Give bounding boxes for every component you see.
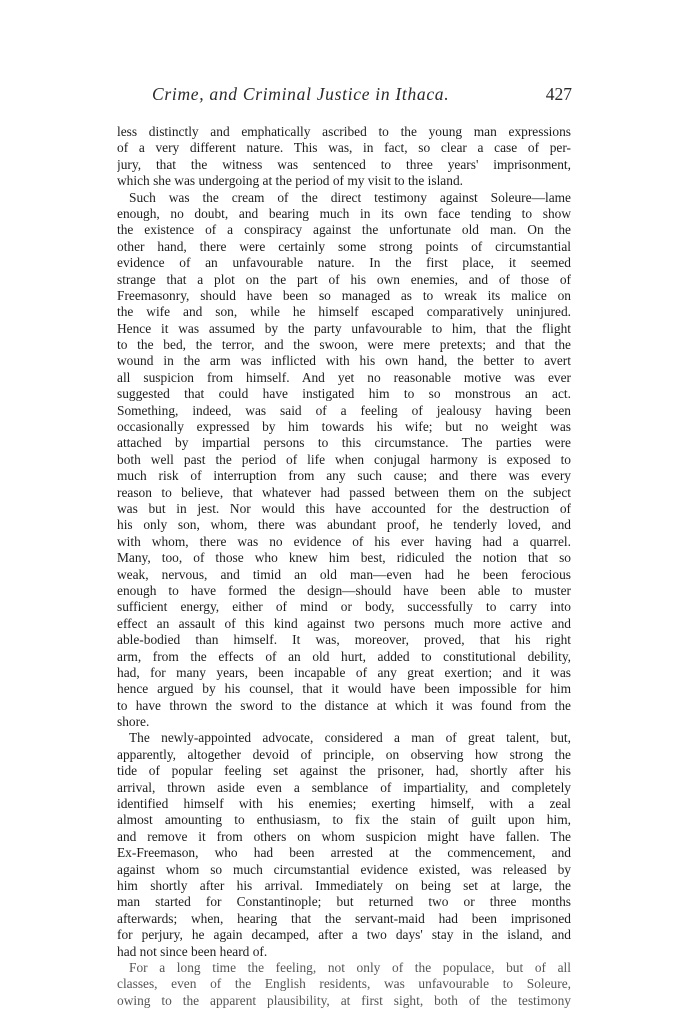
- text-line: suggested that could have instigated him to so monstrous an act.: [117, 386, 571, 402]
- text-line: sufficient energy, either of mind or body, successfully to carry into: [117, 599, 571, 615]
- page-number: 427: [545, 84, 572, 104]
- text-line: jury, that the witness was sentenced to three years' imprisonment,: [117, 156, 571, 172]
- body-text: [117, 124, 571, 1009]
- text-line: owing to the apparent plausibility, at first sight, both of the testimony: [117, 992, 571, 1008]
- text-line: less distinctly and emphatically ascribed to the young man expressions: [117, 124, 571, 139]
- text-line: able-bodied than himself. It was, moreover, proved, that his right: [117, 632, 571, 648]
- text-line: had, for many years, been incapable of any great exertion; and it was: [117, 664, 571, 680]
- text-line: reason to believe, that whatever had passed between them on the subject: [117, 484, 571, 500]
- text-line: to the bed, the terror, and the swoon, were mere pretexts; and that the: [117, 337, 571, 353]
- text-line: Ex-Freemason, who had been arrested at the commencement, and: [117, 845, 571, 861]
- page-header: [100, 84, 580, 110]
- text-line: his only son, whom, there was abundant proof, he tenderly loved, and: [117, 517, 571, 533]
- text-line: was but in jest. Nor would this have accounted for the destruction of: [117, 500, 571, 516]
- text-line: For a long time the feeling, not only of the populace, but of all: [129, 959, 571, 975]
- text-line: wound in the arm was inflicted with his own hand, the better to avert: [117, 353, 571, 369]
- text-line: enough, no doubt, and bearing much in its own face tending to show: [117, 205, 571, 221]
- text-line: both well past the period of life when conjugal harmony is exposed to: [117, 451, 571, 467]
- text-line: which she was undergoing at the period of my visit to the island.: [117, 173, 463, 189]
- text-line: to have thrown the sword to the distance at which it was found from the: [117, 697, 571, 713]
- text-line: man started for Constantinople; but returned two or three months: [117, 894, 571, 910]
- text-line: him shortly after his arrival. Immediately on being set at large, the: [117, 877, 571, 893]
- text-line: Many, too, of those who knew him best, ridiculed the notion that so: [117, 550, 571, 566]
- text-line: attached by impartial persons to this circumstance. The parties were: [117, 435, 571, 451]
- text-line: against whom so much circumstantial evidence existed, was released by: [117, 861, 571, 877]
- text-line: much risk of interruption from any such cause; and there was every: [117, 468, 571, 484]
- text-line: arm, from the effects of an old hurt, added to constitutional debility,: [117, 648, 571, 664]
- text-line: weak, nervous, and timid an old man—even had he been ferocious: [117, 566, 571, 582]
- text-line: with whom, there was no evidence of his ever having had a quarrel.: [117, 533, 571, 549]
- text-line: had not since been heard of.: [117, 943, 268, 959]
- text-line: Such was the cream of the direct testimony against Soleure—lame: [129, 189, 571, 205]
- text-line: afterwards; when, hearing that the servant-maid had been imprisoned: [117, 910, 571, 926]
- text-line: Something, indeed, was said of a feeling of jealousy having been: [117, 402, 571, 418]
- text-line: the existence of a conspiracy against the unfortunate old man. On the: [117, 222, 571, 238]
- text-line: of a very different nature. This was, in fact, so clear a case of per-: [117, 140, 571, 156]
- text-line: Freemasonry, should have been so managed as to wreak its malice on: [117, 287, 571, 303]
- text-line: strange that a plot on the part of his own enemies, and of those of: [117, 271, 571, 287]
- text-line: almost amounting to enthusiasm, to fix the stain of guilt upon him,: [117, 812, 571, 828]
- text-line: enough to have formed the design—should have been able to muster: [117, 582, 571, 598]
- text-line: the wife and son, while he himself escaped comparatively uninjured.: [117, 304, 571, 320]
- text-line: Hence it was assumed by the party unfavourable to him, that the flight: [117, 320, 571, 336]
- text-line: all suspicion from himself. And yet no reasonable motive was ever: [117, 369, 571, 385]
- text-line: occasionally expressed by him towards his wife; but no weight was: [117, 419, 571, 435]
- text-line: identified himself with his enemies; exerting himself, with a zeal: [117, 796, 571, 812]
- running-title: Crime, and Criminal Justice in Ithaca.: [152, 84, 450, 104]
- text-line: other hand, there were certainly some strong points of circumstantial: [117, 238, 571, 254]
- text-line: evidence of an unfavourable nature. In the first place, it seemed: [117, 255, 571, 271]
- text-line: arrival, thrown aside even a semblance of impartiality, and completely: [117, 779, 571, 795]
- text-line: and remove it from others on whom suspicion might have fallen. The: [117, 828, 571, 844]
- text-line: The newly-appointed advocate, considered a man of great talent, but,: [129, 730, 571, 746]
- text-line: shore.: [117, 714, 150, 730]
- text-line: effect an assault of this kind against two persons much more active and: [117, 615, 571, 631]
- text-line: for perjury, he again decamped, after a two days' stay in the island, and: [117, 927, 571, 943]
- text-line: tide of popular feeling set against the prisoner, had, shortly after his: [117, 763, 571, 779]
- text-line: classes, even of the English residents, was unfavourable to Soleure,: [117, 976, 571, 992]
- text-line: apparently, altogether devoid of principle, on observing how strong the: [117, 746, 571, 762]
- text-line: hence argued by his counsel, that it would have been impossible for him: [117, 681, 571, 697]
